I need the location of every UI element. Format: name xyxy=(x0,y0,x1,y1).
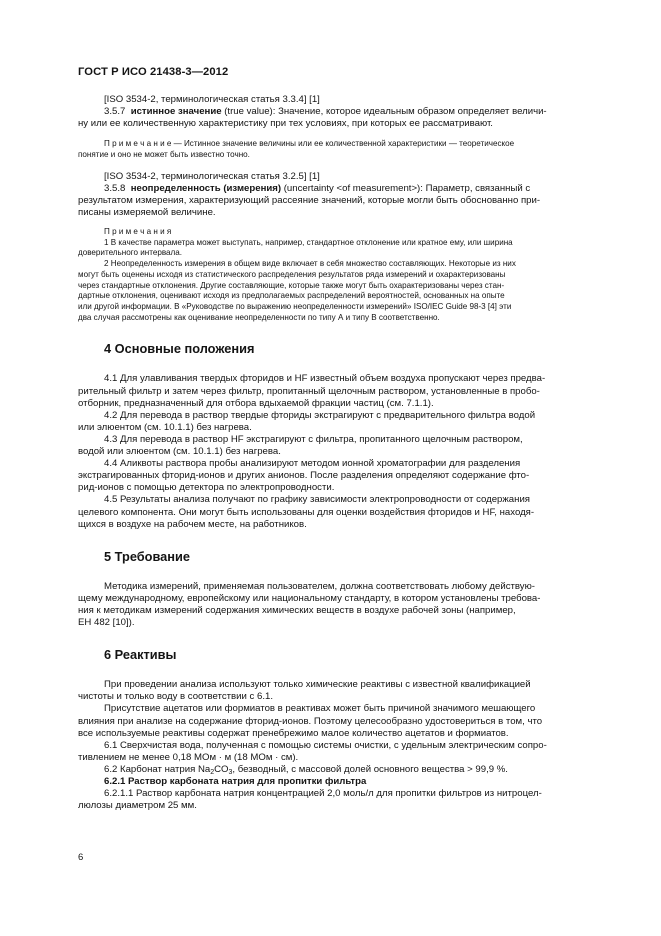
note-item-cont: через стандартные отклонения. Другие составляющие, которые также могут быть охарактеризованы через стан- xyxy=(78,280,505,290)
paragraph-cont: щему международному, европейскому или национальному стандарту, в котором установлены требова- xyxy=(78,592,541,604)
note-1 xyxy=(78,139,605,150)
paragraph: 6.2.1.1 Раствор карбоната натрия концентрацией 2,0 моль/л для пропитки фильтров из нитроцел- xyxy=(104,788,542,800)
paragraph-6-2 xyxy=(78,764,605,776)
note-1-cont: понятие и оно не может быть известно точно. xyxy=(78,149,250,159)
term-3-5-8 xyxy=(78,183,605,195)
note-item-cont: два случая рассмотрены как оценивание неопределенности по типу А и типу В соответственно. xyxy=(78,312,440,322)
paragraph-cont: рид-ионов с помощью детектора по электропроводности. xyxy=(78,482,335,494)
subscript: 3 xyxy=(228,768,233,776)
subsection-heading-6-2-1 xyxy=(78,776,605,788)
paragraph-cont: или элюентом (см. 10.1.1) без нагрева. xyxy=(78,421,252,433)
term-number: 3.5.7 xyxy=(104,106,126,118)
term-number: 3.5.8 xyxy=(104,182,126,194)
paragraph: 4.3 Для перевода в раствор HF экстрагируют с фильтра, пропитанного щелочным раствором, xyxy=(104,433,523,445)
paragraph-cont: чистоты и только воду в соответствии с 6.1. xyxy=(78,691,273,703)
note-item: 1 В качестве параметра может выступать, например, стандартное отклонение или кратное ему, или ширина xyxy=(104,237,513,247)
paragraph-cont: водой или элюентом (см. 10.1.1) без нагрева. xyxy=(78,446,281,458)
paragraph: При проведении анализа используют только химические реактивы с известной квалификацией xyxy=(104,679,531,691)
section-heading-5: 5 Требование xyxy=(104,548,191,564)
note-text: — Истинное значение величины или ее количественной характеристики — теоретическое xyxy=(171,139,515,149)
term-3-5-7 xyxy=(78,106,605,118)
paragraph: 4.1 Для улавливания твердых фторидов и HF известный объем воздуха пропускают через предва- xyxy=(104,373,546,385)
paragraph: 4.4 Аликвоты раствора пробы анализируют методом ионной хроматографии для разделения xyxy=(104,458,521,470)
paragraph: 4.5 Результаты анализа получают по графику зависимости электропроводности от содержания xyxy=(104,494,530,506)
text: CO xyxy=(214,763,229,775)
reference-line: [ISO 3534-2, терминологическая статья 3.2.5] [1] xyxy=(104,170,320,182)
note-item-cont: или другой информации. В «Руководстве по выражению неопределенности измерений» ISO/IEC Guide 98-3 [4] эти xyxy=(78,301,512,311)
note-item-cont: могут быть оценены исходя из статистического распределения результатов ряда измерений и охарактеризованы xyxy=(78,269,506,279)
note-item-cont: доверительного интервала. xyxy=(78,248,183,258)
paragraph-cont: тивлением не менее 0,18 МОм · м (18 МОм · см). xyxy=(78,751,299,763)
term-definition-cont: ну или ее количественную характеристику при тех условиях, при которых ее рассматривают. xyxy=(78,118,493,130)
term-name: неопределенность (измерения) xyxy=(130,182,282,194)
term-name: истинное значение xyxy=(130,106,222,118)
text: , безводный, с массовой долей основного вещества > 99,9 %. xyxy=(232,763,508,775)
term-definition: (true value): Значение, которое идеальным образом определяет величи- xyxy=(221,106,547,118)
note-item-cont: дартные отклонения, оценивают исходя из предполагаемых распределений вероятностей, основанных на опыте xyxy=(78,291,505,301)
paragraph-cont: люлозы диаметром 25 мм. xyxy=(78,800,197,812)
paragraph-cont: рительный фильтр и затем через фильтр, пропитанный щелочным раствором, установленные в пробо- xyxy=(78,385,540,397)
paragraph-cont: отборник, предназначенный для отбора вдыхаемой фракции частиц (см. 7.1.1). xyxy=(78,397,434,409)
note-item: 2 Неопределенность измерения в общем виде включает в себя множество составляющих. Некоторые из них xyxy=(104,259,516,269)
paragraph: 6.1 Сверхчистая вода, полученная с помощью системы очистки, с удельным электрическим сопро- xyxy=(104,739,547,751)
section-heading-6: 6 Реактивы xyxy=(104,647,177,663)
paragraph-cont: ЕН 482 [10]). xyxy=(78,617,135,629)
section-heading-4: 4 Основные положения xyxy=(104,341,255,357)
term-definition-cont: писаны измеряемой величине. xyxy=(78,206,216,218)
page-body xyxy=(78,94,605,812)
page-number: 6 xyxy=(78,852,84,863)
paragraph-cont: щихся в воздухе на рабочем месте, на работников. xyxy=(78,518,307,530)
term-definition-cont: результатом измерения, характеризующий рассеяние значений, которые могли быть обоснованно при- xyxy=(78,194,541,206)
paragraph-cont: ния к методикам измерений содержания химических веществ в воздухе рабочей зоны (например, xyxy=(78,604,516,616)
subscript: 2 xyxy=(210,768,215,776)
text: 6.2 Карбонат натрия Na xyxy=(104,763,211,775)
paragraph-cont: целевого компонента. Они могут быть использованы для оценки воздействия фторидов и HF, находя- xyxy=(78,506,535,518)
paragraph-cont: влияния при анализе на содержание фторид-ионов. Поэтому целесообразно удостовериться в том, что xyxy=(78,715,543,727)
note-label: П р и м е ч а н и е xyxy=(104,139,172,149)
notes-label: П р и м е ч а н и я xyxy=(104,227,172,237)
paragraph-cont: все используемые реактивы содержат пренебрежимо малое количество ацетатов и формиатов. xyxy=(78,727,509,739)
term-definition: (uncertainty <of measurement>): Параметр, связанный с xyxy=(281,182,531,194)
standard-header: ГОСТ Р ИСО 21438-3—2012 xyxy=(78,66,229,78)
paragraph: 4.2 Для перевода в раствор твердые фториды экстрагируют с предварительного фильтра водой xyxy=(104,409,536,421)
paragraph: Методика измерений, применяемая пользователем, должна соответствовать любому действую- xyxy=(104,580,535,592)
reference-line: [ISO 3534-2, терминологическая статья 3.3.4] [1] xyxy=(104,94,320,105)
subsection-title: 6.2.1 Раствор карбоната натрия для пропитки фильтра xyxy=(104,776,367,788)
paragraph-cont: экстрагированных фторид-ионов и других анионов. После разделения определяют содержание фто- xyxy=(78,470,530,482)
paragraph: Присутствие ацетатов или формиатов в реактивах может быть причиной значимого мешающего xyxy=(104,703,536,715)
